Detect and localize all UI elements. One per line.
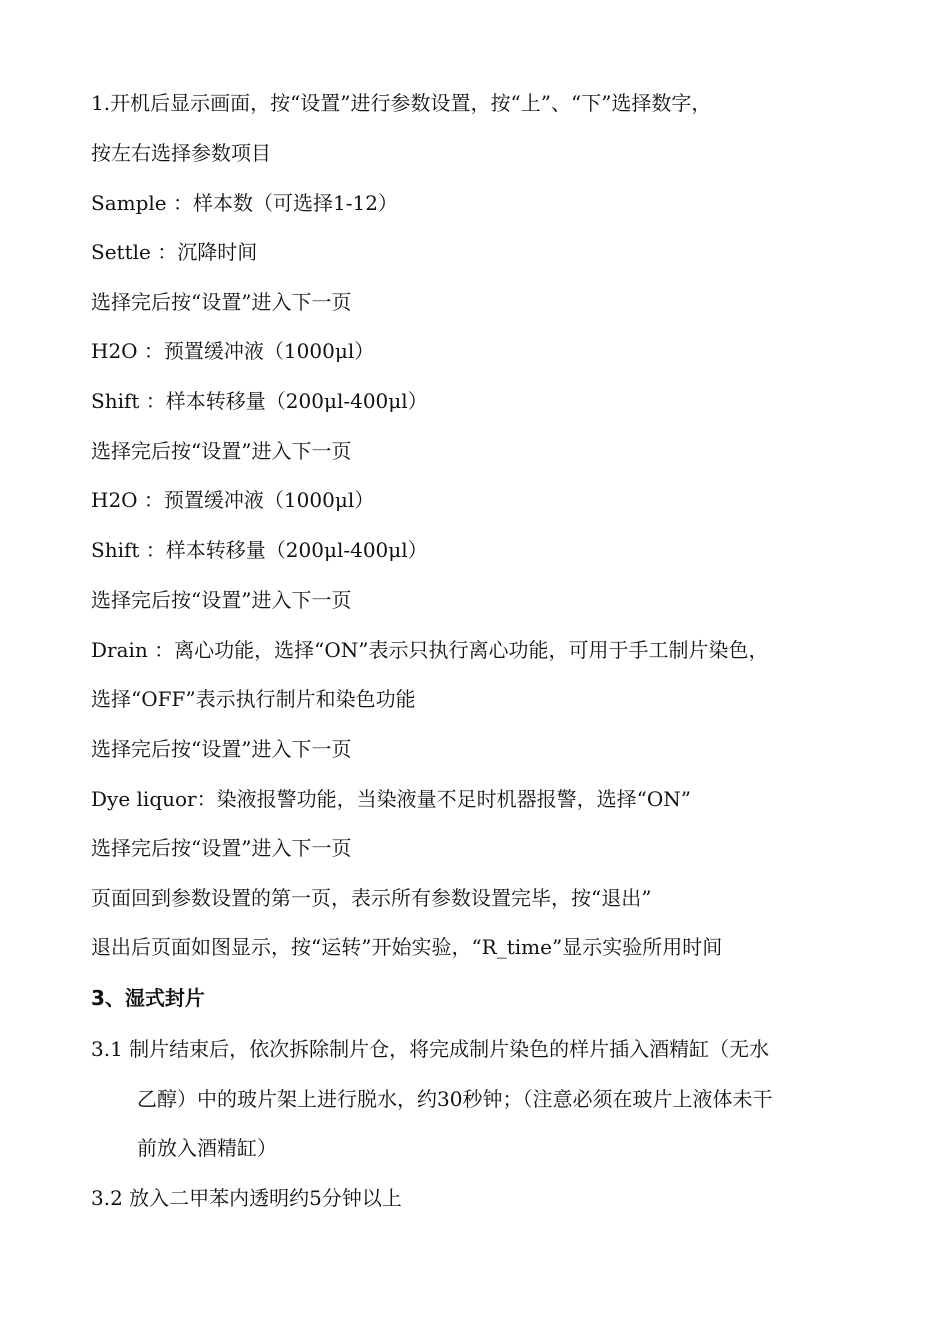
h2o-line-2: H2O ：预置缓冲液（1000μl） [91, 488, 375, 512]
settle-line: Settle ：沉降时间 [91, 240, 258, 264]
return-first-page-line: 页面回到参数设置的第一页，表示所有参数设置完毕，按“退出” [91, 886, 652, 910]
item-3-1-line-3: 前放入酒精缸） [137, 1136, 277, 1160]
run-line: 退出后页面如图显示，按“运转”开始实验，“R_time”显示实验所用时间 [91, 935, 723, 959]
section-3-heading: 3、湿式封片 [91, 986, 205, 1010]
h2o-line-1: H2O ：预置缓冲液（1000μl） [91, 339, 375, 363]
sample-line: Sample ：样本数（可选择1-12） [91, 191, 398, 215]
item-3-2-line: 3.2 放入二甲苯内透明约5分钟以上 [91, 1186, 402, 1210]
intro-line-1: 1.开机后显示画面，按“设置”进行参数设置，按“上”、“下”选择数字， [91, 91, 712, 115]
next-page-line-3: 选择完后按“设置”进入下一页 [91, 588, 352, 612]
next-page-line-4: 选择完后按“设置”进入下一页 [91, 737, 352, 761]
shift-line-2: Shift ：样本转移量（200μl-400μl） [91, 538, 428, 562]
dye-liquor-line: Dye liquor：染液报警功能，当染液量不足时机器报警，选择“ON” [91, 787, 691, 811]
item-3-1-line-1: 3.1 制片结束后，依次拆除制片仓，将完成制片染色的样片插入酒精缸（无水 [91, 1037, 770, 1061]
intro-line-2: 按左右选择参数项目 [91, 141, 271, 165]
next-page-line-5: 选择完后按“设置”进入下一页 [91, 836, 352, 860]
item-3-1-line-2: 乙醇）中的玻片架上进行脱水，约30秒钟；（注意必须在玻片上液体未干 [137, 1087, 773, 1111]
next-page-line-1: 选择完后按“设置”进入下一页 [91, 290, 352, 314]
drain-line-2: 选择“OFF”表示执行制片和染色功能 [91, 687, 416, 711]
drain-line-1: Drain ：离心功能，选择“ON”表示只执行离心功能，可用于手工制片染色， [91, 638, 769, 662]
next-page-line-2: 选择完后按“设置”进入下一页 [91, 439, 352, 463]
shift-line-1: Shift ：样本转移量（200μl-400μl） [91, 389, 428, 413]
